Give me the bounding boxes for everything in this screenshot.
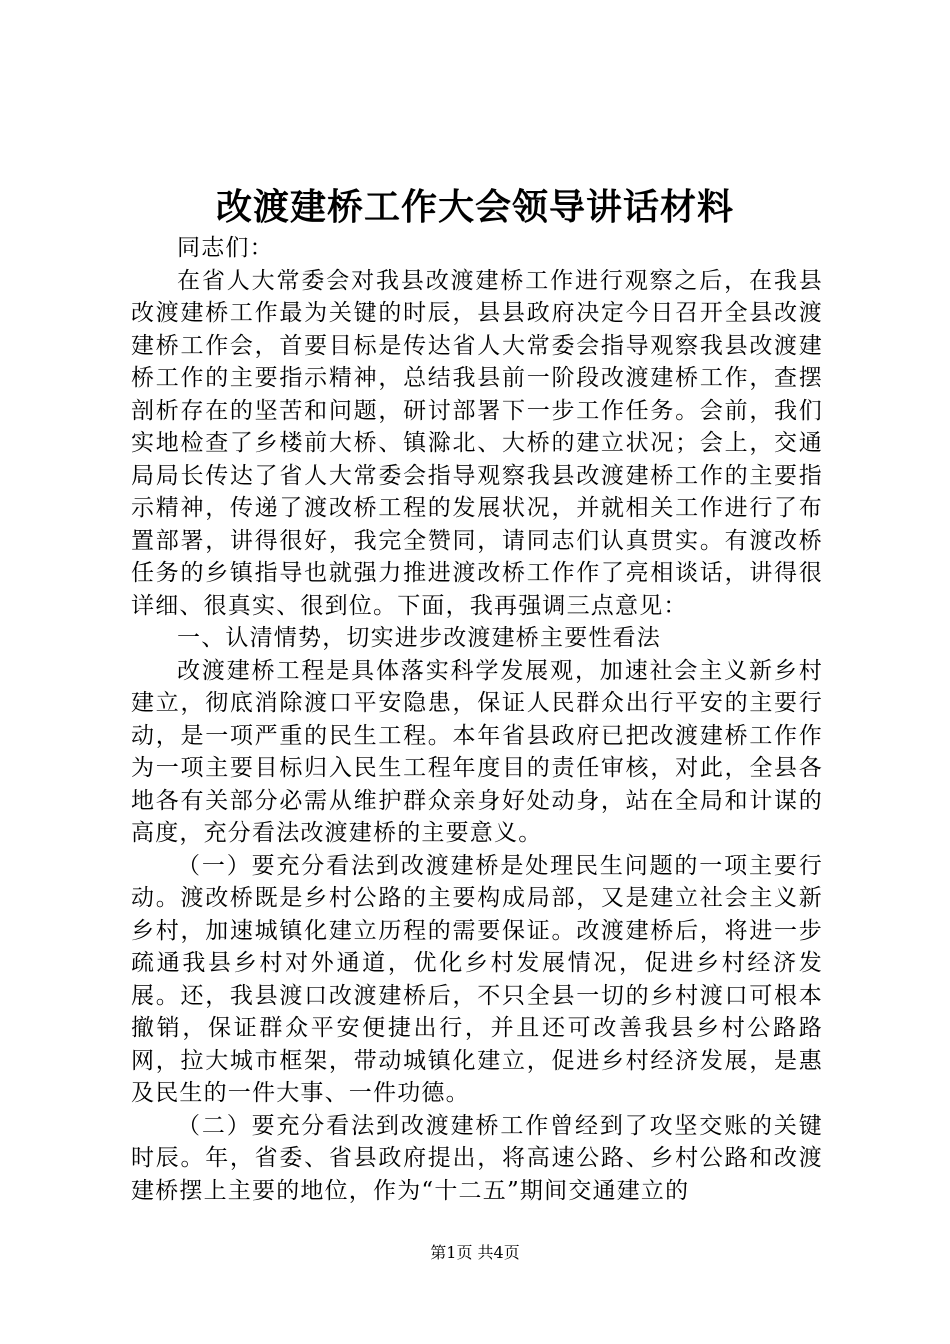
intro-paragraph: 在省人大常委会对我县改渡建桥工作进行观察之后，在我县改渡建桥工作最为关键的时辰，县县政府决定今日召开全县改渡建桥工作会，首要目标是传达省人大常委会指导观察我县改渡建桥工作的主要指示精神，总结我县前一阶段改渡建桥工作，查摆剖析存在的坚苦和问题，研讨部署下一步工作任务。会前，我们实地检查了乡楼前大桥、镇滁北、大桥的建立状况；会上，交通局局长传达了省人大常委会指导观察我县改渡建桥工作的主要指示精神，传递了渡改桥工程的发展状况，并就相关工作进行了布置部署，讲得很好，我完全赞同，请同志们认真贯实。有渡改桥任务的乡镇指导也就强力推进渡改桥工作作了亮相谈话，讲得很详细、很真实、很到位。下面，我再强调三点意见： [131,267,823,619]
body-paragraph: 改渡建桥工程是具体落实科学发展观，加速社会主义新乡村建立，彻底消除渡口平安隐患，保证人民群众出行平安的主要行动，是一项严重的民生工程。本年省县政府已把改渡建桥工作作为一项主要目标归入民生工程年度目的责任审核，对此，全县各地各有关部分必需从维护群众亲身好处动身，站在全局和计谋的高度，充分看法改渡建桥的主要意义。 [131,657,823,846]
section-heading-1: 一、认清情势，切实进步改渡建桥主要性看法 [177,625,661,651]
subpoint-paragraph-2: （二）要充分看法到改渡建桥工作曾经到了攻坚交账的关键时辰。年，省委、省县政府提出，将高速公路、乡村公路和改渡建桥摆上主要的地位，作为“十二五”期间交通建立的 [131,1112,823,1204]
document-body [131,232,823,1207]
salutation-paragraph: 同志们： [177,235,274,261]
subpoint-paragraph-1: （一）要充分看法到改渡建桥是处理民生问题的一项主要行动。渡改桥既是乡村公路的主要构成局部，又是建立社会主义新乡村，加速城镇化建立历程的需要保证。改渡建桥后，将进一步疏通我县乡村对外通道，优化乡村发展情况，促进乡村经济发展。还，我县渡口改渡建桥后，不只全县一切的乡村渡口可根本撤销，保证群众平安便捷出行，并且还可改善我县乡村公路路网，拉大城市框架，带动城镇化建立，促进乡村经济发展，是惠及民生的一件大事、一件功德。 [131,852,823,1106]
document-title: 改渡建桥工作大会领导讲话材料 [215,186,734,228]
page-footer: 第1页 共4页 [430,1243,520,1262]
